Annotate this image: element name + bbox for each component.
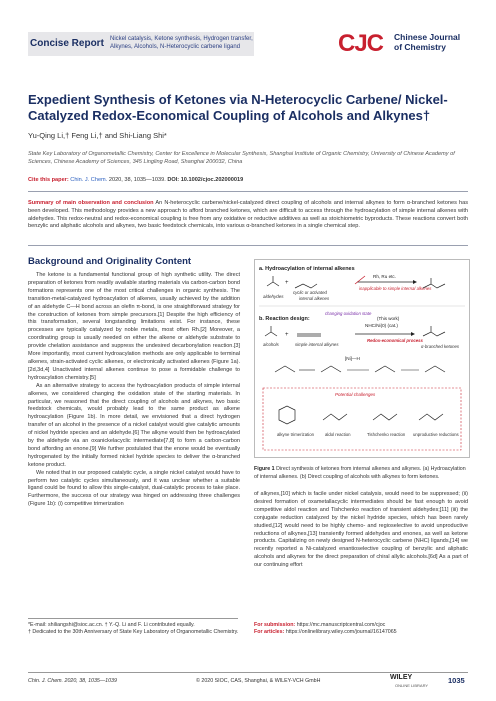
footnotes [28,622,240,636]
alcohols-label: alcohols [263,342,279,347]
articles-label: For articles: [254,629,285,636]
branched-ketones-label: α-branched ketones [421,344,460,349]
body-paragraph-right: of alkynes,[10] which is facile under nickel catalysis, would need to be suppressed; (ii) desired formation of oxametallacyclic intermediates should be fast enough to avoid competitive aldol reaction and Tishchenko reaction of transient aldehydes;[11] (iii) the conjugate reduction catalyzed by the nickel hydride species, which has been rarely studied,[12] would need to be highly chemo- and regioselective to avoid unproductive reductions of alkynes,[13] transiently formed aldehydes and enones, as well as ketone products. Capitalizing on newly designed N-heterocyclic carbene (NHC) ligands,[14] we recently reported a Ni-catalyzed enantioselective coupling of benzylic and aliphatic alcohols and alkynes for the direct preparation of chiral allylic alcohols.[6d] As a part of our continuing effort [254,491,468,569]
summary-label: Summary of main observation and conclusion [28,200,154,206]
ester-structure [373,414,397,420]
arrowhead-b [411,332,415,336]
report-type: Concise Report [30,38,104,49]
publisher-sub: ONLINE LIBRARY [395,683,429,688]
figure-caption-text: Direct synthesis of ketones from internal alkenes and alkynes. (a) Hydroacylation of internal alkenes. (b) Direct coupling of alcohols with alkynes to form ketones. [254,466,466,480]
alkene-structure [295,284,317,288]
author-list: Yu-Qing Li,† Feng Li,† and Shi-Liang Shi* [28,131,167,140]
cite-journal-link[interactable]: Chin. J. Chem. [70,177,108,183]
body-paragraph: As an alternative strategy to access the hydroacylation products of simple internal alkenes, we considered changing the oxidation state of the starting materials. In particular, we reasoned that the direct coupling of alcohols and alkynes, two basic feedstock chemicals, would probably lead to the same product as alkene hydroacylation (Figure 1b). In more detail, we envisioned that a direct hydrogen transfer of an alcohol in the presence of a nickel catalyst would give catalytic amounts of nickel hydride species and an aldehyde.[6] The alkyne would then be hydroacylated by the aldehyde via an oxanickelacyclic intermediate[7,8] to form a carbon-carbon bond affording an enone.[9] We further postulated that the enone would be eventually hydrogenated by the initially formed nickel hydride species to deliver the α-branched ketone product. [28,382,240,468]
right-column [254,491,468,570]
cite-label: Cite this paper: [28,177,69,183]
this-work-label: (This work) [377,316,400,321]
divider-top [28,191,468,192]
dedication-footnote: † Dedicated to the 30th Anniversary of State Key Laboratory of Organometallic Chemistry. [28,629,239,635]
cite-doi[interactable]: DOI: 10.1002/cjoc.202000019 [167,177,244,183]
body-paragraph: The ketone is a fundamental functional group of high synthetic utility. The direct preparation of ketones from readily available starting materials via carbon-carbon bond formations represents one of the most critical challenges in organic synthesis. The transition-metal-catalyzed hydroacylation of alkenes, usually achieved by the addition of an aldehyde C—H bond across an olefin π-bond, is one straightforward strategy for the construction of ketones from simple precursors.[1] Despite the high efficiency of this transformation, several longstanding limitations exist. For instance, these processes are typically catalyzed by noble metals, most often Rh.[2] Moreover, a coordinating group is usually needed on either the alkene or aldehyde substrate to provide chelation assistance and suppress the undesired decarbonylation reaction.[3] More importantly, most current hydroacylation methods are only applicable to terminal alkenes, strain-activated cyclic alkenes, or electronically activated alkenes (Figure 1a).[2d,3d,4] Unactivated internal alkenes continue to pose a formidable challenge to hydroacylation chemistry.[5] [28,272,240,381]
citation-line [28,177,468,183]
alcohol-structure [265,326,277,336]
aldol-label: aldol reaction [325,432,351,437]
divider-bottom [28,245,468,246]
journal-header [0,28,496,68]
simple-alkynes-label: simple internal alkynes [295,342,339,347]
submission-label: For submission: [254,622,296,628]
aldehyde-structure [267,276,279,286]
panel-a-label: a. Hydroacylation of internal alkenes [259,266,355,272]
aldehydes-label: aldehydes [263,294,284,299]
reduction-structure [419,414,443,420]
challenges-box [263,388,461,450]
tishchenko-label: Tishchenko reaction [367,432,406,437]
submission-link[interactable]: https://mc.manuscriptcentral.com/cjoc [296,622,386,628]
section-heading: Background and Originality Content [28,256,192,267]
plus-sign-b: + [285,332,289,338]
nih-label: [Ni]—H [345,356,360,361]
plus-sign: + [285,280,289,286]
footer-journal-ref: Chin. J. Chem. 2020, 38, 1035—1039 [28,678,117,684]
ketone-structure-a [423,278,445,288]
cyclic-label: cyclic or activated [293,290,327,295]
intermediate-structures [275,366,445,372]
summary-text: An N-heterocyclic carbene/nickel-catalyzed direct coupling of alcohols and internal alkynes to form α-branched ketones has been developed. This methodology provides a new approach to afford branched ketones, which are difficult to access through the hydroacylation of simple internal alkenes with aldehydes. This redox-neutral and redox-economical coupling is free from any oxidative or reductive additives as well as stoichiometric byproducts. These reactions convert both benzylic and aliphatic alcohols and alkynes, two basic feedstock chemicals, into various α-branched ketones in a single chemical step. [28,200,468,230]
submission-info [254,622,468,637]
publisher-logo: WILEY [390,674,413,681]
challenges-label: Potential challenges [335,392,376,397]
footer-rule [28,672,468,673]
summary-paragraph [28,200,468,231]
benzene-ring [279,406,295,424]
articles-link[interactable]: https://onlinelibrary.wiley.com/journal/16147065 [285,629,397,636]
cite-volume: 2020, 38, 1035—1039. [108,177,166,183]
ketone-structure-b [423,326,445,336]
footer-copyright: © 2020 SIOC, CAS, Shanghai, & WILEY-VCH GmbH [196,678,321,684]
scheme-svg [255,260,469,457]
changing-oxidation-label: changing oxidation state [325,311,372,316]
panel-b-label: b. Reaction design: [259,316,310,322]
unproductive-label: unproductive reductions [413,432,459,437]
cross-mark [355,276,365,284]
body-paragraph: We noted that in our proposed catalytic cycle, a single nickel catalyst would have to perform two catalytic cycles simultaneously, and it was unclear whether a suitable ligand could be found to allow this single-catalyst, dual-catalytic process to take place. Furthermore, the success of our strategy was hinged on addressing three challenges (Figure 1b): (i) competitive trimerization [28,469,240,508]
affiliation: State Key Laboratory of Organometallic Chemistry, Center for Excellence in Molecular Synthesis, Shanghai Institute of Organic Chemistry, University of Chinese Academy of Sciences, Chinese Academy of Sciences, 345 Lingling Road, Shanghai 200032, China [28,151,455,165]
catalyst-label: NHC/Ni(0) (cat.) [365,323,398,328]
figure-caption-label: Figure 1 [254,466,275,472]
rh-ru-label: Rh, Ru etc. [373,274,396,279]
keywords: Nickel catalysis, Ketone synthesis, Hydrogen transfer, Alkynes, Alcohols, N-Heterocyclic carbene ligand [110,36,253,50]
email-footnote: *E-mail: shiliangshi@sioc.ac.cn. † Y.-Q. Li and F. Li contributed equally. [28,622,195,628]
arrowhead-a [413,280,417,284]
logo-mark: CJC [338,30,384,57]
journal-name-line2: of Chemistry [394,42,446,52]
inapplicable-label: inapplicable to simple internal alkenes [359,286,432,291]
article-title: Expedient Synthesis of Ketones via N-Heterocyclic Carbene/ Nickel-Catalyzed Redox-Economical Coupling of Alcohols and Alkynes† [28,92,448,123]
page-number: 1035 [448,676,465,685]
redox-label: Redox-economical process [367,338,423,343]
trimerization-label: alkyne trimerization [277,432,315,437]
aldol-structure [323,414,347,420]
footnote-rule [28,618,238,619]
journal-name-line1: Chinese Journal [394,32,461,42]
figure-1 [254,259,470,458]
left-column [28,272,240,509]
internal-alkenes-label: internal alkenes [299,296,330,301]
figure-caption [254,466,468,481]
